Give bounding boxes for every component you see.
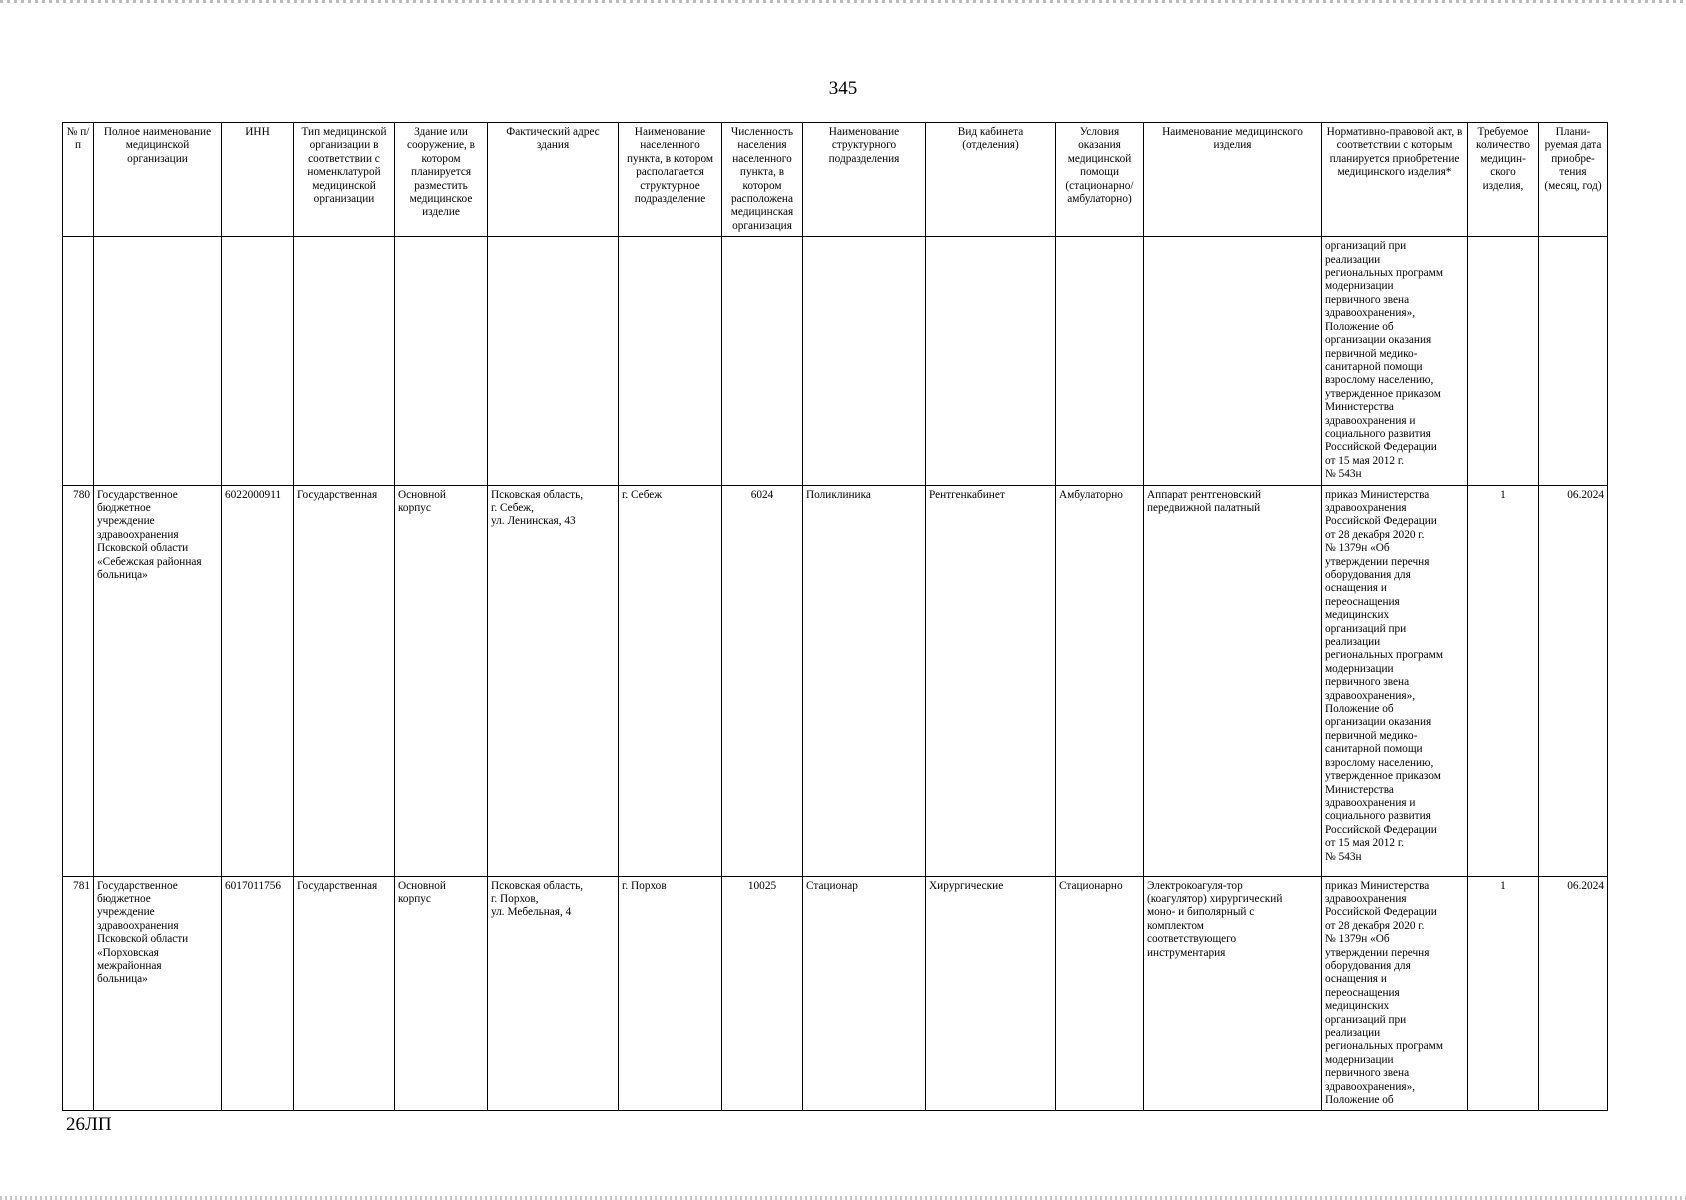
cell-settlement: г. Себеж xyxy=(619,485,722,876)
cell-cabinet: Хирургические xyxy=(926,876,1056,1111)
table-row xyxy=(63,876,1608,1111)
building-text: Основной корпус xyxy=(398,488,446,514)
cell-empty xyxy=(1539,237,1608,485)
cell-address xyxy=(488,485,619,876)
cell-conditions: Стационарно xyxy=(1056,876,1144,1111)
scan-edge-bottom xyxy=(0,1196,1686,1200)
header-inn: ИНН xyxy=(222,123,294,237)
table-row xyxy=(63,485,1608,876)
org-name-text: Государственное бюджетное учреждение здравоохранения Псковской области «Порховская межрайонная больница» xyxy=(97,879,189,986)
cell-empty xyxy=(294,237,395,485)
device-text: Электрокоагуля-тор (коагулятор) хирургический моно- и биполярный с комплектом соответствующего инструментария xyxy=(1147,879,1283,959)
cell-org-name xyxy=(94,876,222,1111)
cell-num: 780 xyxy=(63,485,94,876)
cell-quantity: 1 xyxy=(1468,485,1539,876)
normative-act-text: приказ Министерства здравоохранения Российской Федерации от 28 декабря 2020 г. № 1379н «Об утверждении перечня оборудования для оснащения и переоснащения медицинских организаций при реализации региональных программ модернизации первичного звена здравоохранения», Положение об xyxy=(1325,879,1443,1107)
cell-empty xyxy=(222,237,294,485)
header-settlement: Наименование населенного пункта, в котором располагается структурное подразделение xyxy=(619,123,722,237)
cell-subdivision: Стационар xyxy=(803,876,926,1111)
header-conditions: Условия оказания медицинской помощи (стационарно/ амбулаторно) xyxy=(1056,123,1144,237)
normative-act-text: организаций при реализации региональных программ модернизации первичного звена здравоохранения», Положение об организации оказания первичной медико- санитарной помощи взрослому населению, утвержденное приказом Министерства здравоохранения и социального развития Российской Федерации от 15 мая 2012 г. № 543н xyxy=(1325,240,1443,481)
cell-empty xyxy=(619,237,722,485)
header-device: Наименование медицинского изделия xyxy=(1144,123,1322,237)
cell-settlement: г. Порхов xyxy=(619,876,722,1111)
cell-empty xyxy=(1056,237,1144,485)
address-text: Псковская область, г. Порхов, ул. Мебельная, 4 xyxy=(491,879,584,919)
cell-normative-act xyxy=(1322,485,1468,876)
cell-date: 06.2024 xyxy=(1539,876,1608,1111)
header-normative-act: Нормативно-правовой акт, в соответствии с которым планируется приобретение медицинского изделия* xyxy=(1322,123,1468,237)
footer-code: 26ЛП xyxy=(66,1114,112,1135)
cell-subdivision: Поликлиника xyxy=(803,485,926,876)
cell-building xyxy=(395,485,488,876)
cell-cabinet: Рентгенкабинет xyxy=(926,485,1056,876)
cell-empty xyxy=(1468,237,1539,485)
cell-empty xyxy=(488,237,619,485)
header-quantity: Требуемое количество медицин-ского изделия, xyxy=(1468,123,1539,237)
cell-normative-act xyxy=(1322,876,1468,1111)
cell-population: 6024 xyxy=(722,485,803,876)
building-text: Основной корпус xyxy=(398,879,446,905)
header-org-type: Тип медицинской организации в соответствии с номенклатурой медицинской организации xyxy=(294,123,395,237)
table-row-continuation xyxy=(63,237,1608,485)
header-date: Плани-руемая дата приобре-тения (месяц, год) xyxy=(1539,123,1608,237)
cell-building xyxy=(395,876,488,1111)
table-header-row xyxy=(63,123,1608,237)
header-subdivision: Наименование структурного подразделения xyxy=(803,123,926,237)
cell-device xyxy=(1144,876,1322,1111)
scan-edge-top xyxy=(0,0,1686,3)
cell-device xyxy=(1144,485,1322,876)
org-name-text: Государственное бюджетное учреждение здравоохранения Псковской области «Себежская районная больница» xyxy=(97,488,202,581)
cell-empty xyxy=(926,237,1056,485)
cell-normative-act xyxy=(1322,237,1468,485)
cell-quantity: 1 xyxy=(1468,876,1539,1111)
cell-num: 781 xyxy=(63,876,94,1111)
cell-empty xyxy=(722,237,803,485)
cell-empty xyxy=(1144,237,1322,485)
cell-address xyxy=(488,876,619,1111)
header-num: № п/п xyxy=(63,123,94,237)
cell-org-name xyxy=(94,485,222,876)
address-text: Псковская область, г. Себеж, ул. Ленинская, 43 xyxy=(491,488,584,528)
cell-empty xyxy=(63,237,94,485)
cell-empty xyxy=(395,237,488,485)
header-population: Численность населения населенного пункта, в котором расположена медицинская организация xyxy=(722,123,803,237)
device-text: Аппарат рентгеновский передвижной палатный xyxy=(1147,488,1262,514)
equipment-table xyxy=(62,122,1608,1111)
cell-empty xyxy=(94,237,222,485)
page-number: 345 xyxy=(828,78,858,99)
cell-date: 06.2024 xyxy=(1539,485,1608,876)
header-org-name: Полное наименование медицинской организации xyxy=(94,123,222,237)
cell-inn: 6017011756 xyxy=(222,876,294,1111)
cell-conditions: Амбулаторно xyxy=(1056,485,1144,876)
cell-org-type: Государственная xyxy=(294,876,395,1111)
header-cabinet: Вид кабинета (отделения) xyxy=(926,123,1056,237)
cell-population: 10025 xyxy=(722,876,803,1111)
cell-empty xyxy=(803,237,926,485)
header-address: Фактический адрес здания xyxy=(488,123,619,237)
cell-org-type: Государственная xyxy=(294,485,395,876)
normative-act-text: приказ Министерства здравоохранения Российской Федерации от 28 декабря 2020 г. № 1379н «Об утверждении перечня оборудования для оснащения и переоснащения медицинских организаций при реализации региональных программ модернизации первичного звена здравоохранения», Положение об организации оказания первичной медико- санитарной помощи взрослому населению, утвержденное приказом Министерства здравоохранения и социального развития Российской Федерации от 15 мая 2012 г. № 543н xyxy=(1325,488,1443,863)
cell-inn: 6022000911 xyxy=(222,485,294,876)
header-building: Здание или сооружение, в котором планируется разместить медицинское изделие xyxy=(395,123,488,237)
